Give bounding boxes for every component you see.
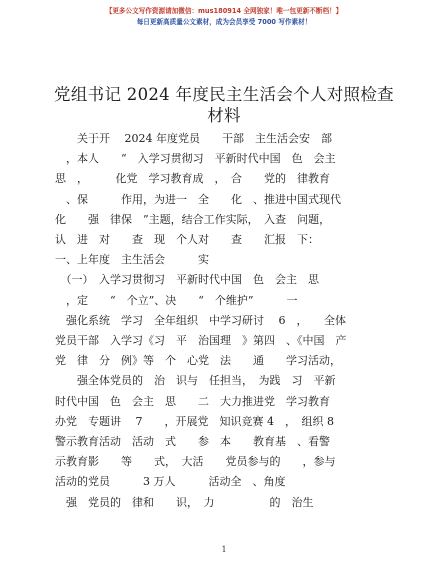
- document-title: 党组书记 2024 年度民主生活会个人对照检查材料: [54, 85, 394, 125]
- section-line: ，定 “ 个立”、决 “ 个维护” 一: [55, 293, 298, 307]
- promo-banner-line2: 每日更新高质量公文素材，成为会员享受 7000 写作素材！: [136, 18, 312, 26]
- intro-line: 化 强 律保 ”主题，结合工作实际， 入查 问题，: [55, 212, 331, 226]
- document-body: [55, 129, 395, 513]
- intro-line: ，本人 “ 入学习贯彻习 平新时代中国 色 会主: [55, 152, 336, 166]
- section-line: 强全体党员的 治 识与 任担当， 为践 习 平新: [55, 374, 336, 388]
- promo-banner-line1: 【更多公文写作资源请加微信：mus180914 全网独家！唯一包更新不断档！】: [105, 7, 343, 15]
- section-line: 党 律 分 例》等 个 心党 法 通 学习活动，: [55, 354, 341, 368]
- section-line: 活动的党员 3 万人 活动全 、角度: [55, 475, 286, 489]
- section-line: 警示教育活动 活动 式 参 本 教育基 、看警: [55, 435, 330, 449]
- section-line: 时代中国 色 会主 思 二 大力推进党 学习教育: [55, 394, 330, 408]
- section-line: 强 党员的 律和 识， 力 的 治生: [55, 495, 314, 509]
- section-line: 强化系统 学习 全年组织 中学习研讨 6 ， 全体: [55, 313, 346, 327]
- section-heading: 一、上年度 主生活会 实: [55, 253, 209, 267]
- section-line: 示教育影 等 式， 大活 党员参与的 ，参与: [55, 455, 336, 469]
- intro-line: 关于开 2024 年度党员 干部 主生活会安 部: [55, 132, 332, 145]
- intro-line: 认 进 对 查 现 个人对 查 汇报 下：: [55, 233, 319, 247]
- promo-banner: [0, 6, 448, 28]
- intro-line: 、保 作用，为进一 全 化 、推进中国式现代: [55, 192, 341, 206]
- intro-line: 思 ， 化党 学习教育成 ， 合 党的 律教育: [55, 172, 330, 186]
- section-line: （一） 入学习贯彻习 平新时代中国 色 会主 思: [55, 273, 319, 287]
- section-line: 党员干部 入学习《习 平 治国理 》第四 、《中国 产: [55, 334, 347, 348]
- page-number: 1: [221, 545, 227, 554]
- section-line: 办党 专题讲 7 ，开展党 知识竞赛 4 ， 组织 8: [55, 414, 334, 428]
